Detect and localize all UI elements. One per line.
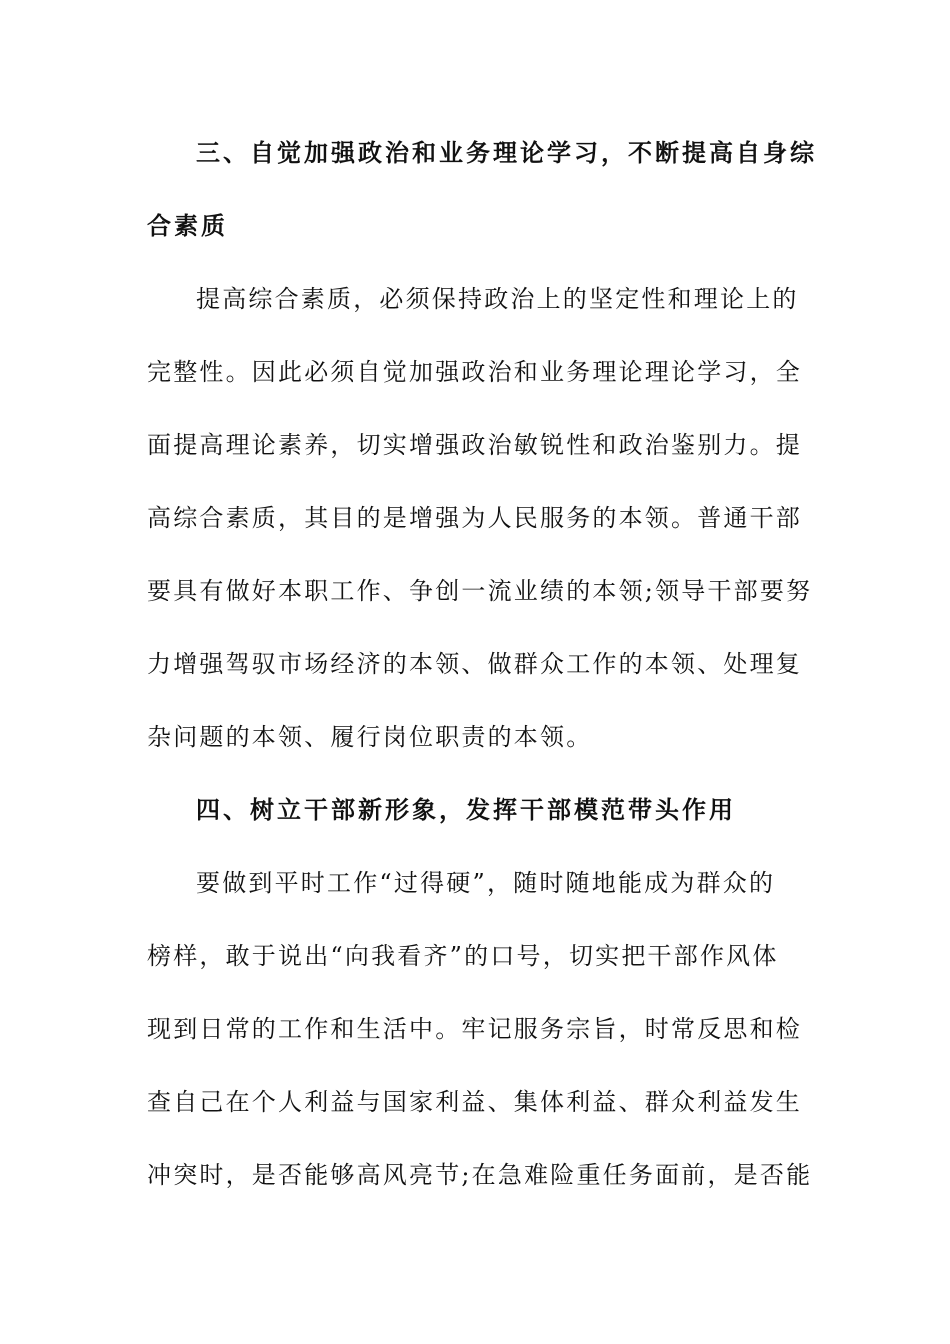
section-3-paragraph-line: 要具有做好本职工作、争创一流业绩的本领;领导干部要努 xyxy=(147,577,813,605)
section-4-paragraph-line: 冲突时，是否能够高风亮节;在急难险重任务面前，是否能 xyxy=(147,1161,813,1189)
section-3-heading-line-2: 合素质 xyxy=(147,212,228,240)
section-3-paragraph-line: 提高综合素质，必须保持政治上的坚定性和理论上的 xyxy=(196,285,799,313)
section-3-paragraph-line: 力增强驾驭市场经济的本领、做群众工作的本领、处理复 xyxy=(147,650,802,678)
section-4-paragraph-line: 现到日常的工作和生活中。牢记服务宗旨，时常反思和检 xyxy=(147,1015,802,1043)
section-3-heading-line-1: 三、自觉加强政治和业务理论学习，不断提高自身综 xyxy=(196,139,817,167)
section-3-paragraph-line: 杂问题的本领、履行岗位职责的本领。 xyxy=(147,723,593,751)
section-4-heading: 四、树立干部新形象，发挥干部模范带头作用 xyxy=(196,796,736,824)
section-4-paragraph-line: 查自己在个人利益与国家利益、集体利益、群众利益发生 xyxy=(147,1088,802,1116)
section-3-paragraph-line: 完整性。因此必须自觉加强政治和业务理论理论学习，全 xyxy=(147,358,802,386)
section-4-paragraph-line: 榜样，敢于说出“向我看齐”的口号，切实把干部作风体 xyxy=(147,942,779,970)
section-4-paragraph-line: 要做到平时工作“过得硬”，随时随地能成为群众的 xyxy=(196,869,776,897)
section-3-paragraph-line: 高综合素质，其目的是增强为人民服务的本领。普通干部 xyxy=(147,504,802,532)
section-3-paragraph-line: 面提高理论素养，切实增强政治敏锐性和政治鉴别力。提 xyxy=(147,431,802,459)
